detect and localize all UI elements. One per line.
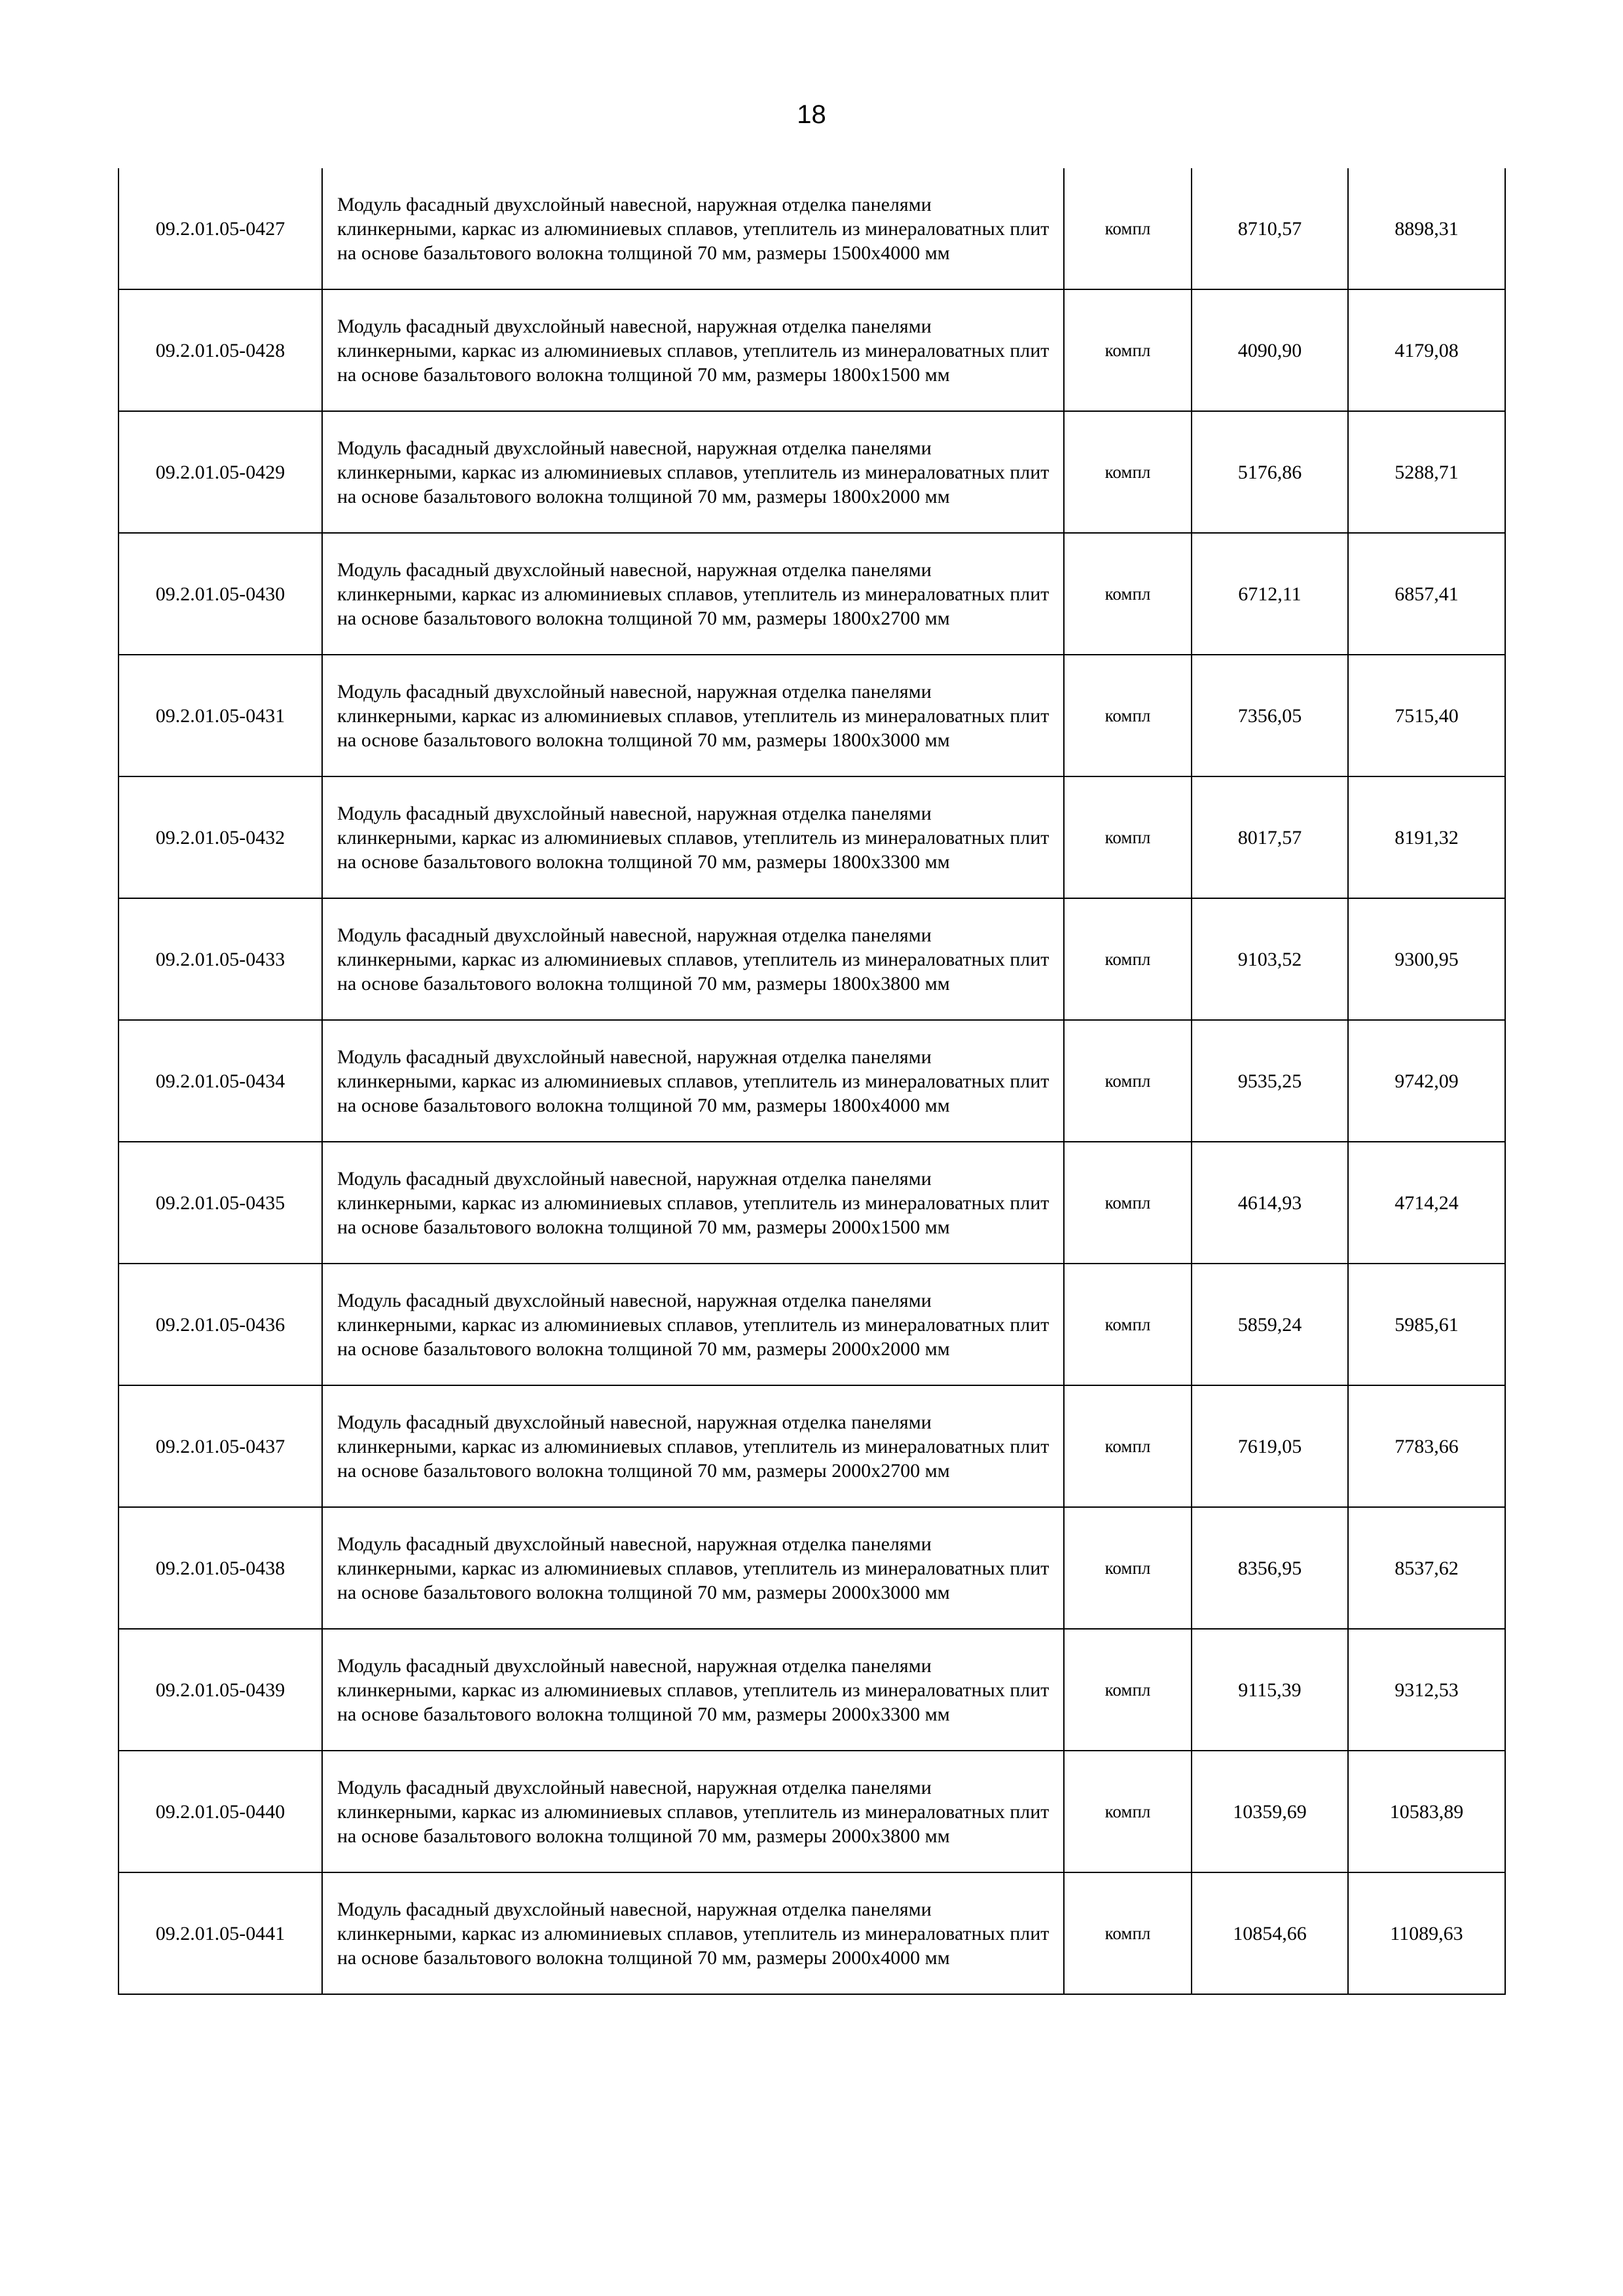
price-cell: 8898,31 (1348, 168, 1505, 289)
table-row (119, 776, 1505, 898)
price-cell: 7619,05 (1192, 1385, 1348, 1507)
price-cell: 8710,57 (1192, 168, 1348, 289)
unit-cell: компл (1064, 1751, 1192, 1872)
price-cell: 6857,41 (1348, 533, 1505, 655)
table-row (119, 1264, 1505, 1385)
price-cell: 5176,86 (1192, 411, 1348, 533)
price-cell: 11089,63 (1348, 1872, 1505, 1994)
item-code-cell: 09.2.01.05-0434 (119, 1020, 322, 1142)
item-code-cell: 09.2.01.05-0428 (119, 289, 322, 411)
unit-cell: компл (1064, 411, 1192, 533)
item-code-cell: 09.2.01.05-0439 (119, 1629, 322, 1751)
price-cell: 9535,25 (1192, 1020, 1348, 1142)
table-row (119, 1507, 1505, 1629)
item-code-cell: 09.2.01.05-0432 (119, 776, 322, 898)
table-row (119, 1751, 1505, 1872)
unit-cell: компл (1064, 1142, 1192, 1264)
item-name-cell: Модуль фасадный двухслойный навесной, наружная отделка панелями клинкерными, каркас из алюминиевых сплавов, утеплитель из минераловатных плит на основе базальтового волокна толщиной 70 мм, размеры 1800x1500 мм (322, 289, 1064, 411)
unit-cell: компл (1064, 1264, 1192, 1385)
item-name-cell: Модуль фасадный двухслойный навесной, наружная отделка панелями клинкерными, каркас из алюминиевых сплавов, утеплитель из минераловатных плит на основе базальтового волокна толщиной 70 мм, размеры 2000x2700 мм (322, 1385, 1064, 1507)
price-cell: 4090,90 (1192, 289, 1348, 411)
price-cell: 5985,61 (1348, 1264, 1505, 1385)
item-code-cell: 09.2.01.05-0429 (119, 411, 322, 533)
item-name-cell: Модуль фасадный двухслойный навесной, наружная отделка панелями клинкерными, каркас из алюминиевых сплавов, утеплитель из минераловатных плит на основе базальтового волокна толщиной 70 мм, размеры 2000x3800 мм (322, 1751, 1064, 1872)
item-code-cell: 09.2.01.05-0440 (119, 1751, 322, 1872)
price-cell: 4614,93 (1192, 1142, 1348, 1264)
item-name-cell: Модуль фасадный двухслойный навесной, наружная отделка панелями клинкерными, каркас из алюминиевых сплавов, утеплитель из минераловатных плит на основе базальтового волокна толщиной 70 мм, размеры 2000x3000 мм (322, 1507, 1064, 1629)
page-number: 18 (797, 100, 826, 129)
unit-cell: компл (1064, 776, 1192, 898)
unit-cell: компл (1064, 289, 1192, 411)
unit-cell: компл (1064, 1385, 1192, 1507)
unit-cell: компл (1064, 168, 1192, 289)
price-cell: 4714,24 (1348, 1142, 1505, 1264)
price-cell: 9103,52 (1192, 898, 1348, 1020)
price-cell: 7515,40 (1348, 655, 1505, 776)
price-cell: 10854,66 (1192, 1872, 1348, 1994)
table-row (119, 1872, 1505, 1994)
table-body (119, 168, 1505, 1994)
price-cell: 7356,05 (1192, 655, 1348, 776)
unit-cell: компл (1064, 898, 1192, 1020)
unit-cell: компл (1064, 1872, 1192, 1994)
price-cell: 6712,11 (1192, 533, 1348, 655)
price-cell: 9312,53 (1348, 1629, 1505, 1751)
item-code-cell: 09.2.01.05-0431 (119, 655, 322, 776)
unit-cell: компл (1064, 655, 1192, 776)
price-cell: 9742,09 (1348, 1020, 1505, 1142)
unit-cell: компл (1064, 1507, 1192, 1629)
item-code-cell: 09.2.01.05-0435 (119, 1142, 322, 1264)
unit-cell: компл (1064, 1020, 1192, 1142)
unit-cell: компл (1064, 533, 1192, 655)
item-name-cell: Модуль фасадный двухслойный навесной, наружная отделка панелями клинкерными, каркас из алюминиевых сплавов, утеплитель из минераловатных плит на основе базальтового волокна толщиной 70 мм, размеры 2000x4000 мм (322, 1872, 1064, 1994)
item-name-cell: Модуль фасадный двухслойный навесной, наружная отделка панелями клинкерными, каркас из алюминиевых сплавов, утеплитель из минераловатных плит на основе базальтового волокна толщиной 70 мм, размеры 1800x3000 мм (322, 655, 1064, 776)
price-cell: 10359,69 (1192, 1751, 1348, 1872)
table-row (119, 1629, 1505, 1751)
item-code-cell: 09.2.01.05-0438 (119, 1507, 322, 1629)
table-row (119, 1385, 1505, 1507)
item-name-cell: Модуль фасадный двухслойный навесной, наружная отделка панелями клинкерными, каркас из алюминиевых сплавов, утеплитель из минераловатных плит на основе базальтового волокна толщиной 70 мм, размеры 1800x3300 мм (322, 776, 1064, 898)
item-code-cell: 09.2.01.05-0430 (119, 533, 322, 655)
table-row (119, 655, 1505, 776)
table-row (119, 1142, 1505, 1264)
price-cell: 8191,32 (1348, 776, 1505, 898)
item-code-cell: 09.2.01.05-0441 (119, 1872, 322, 1994)
item-name-cell: Модуль фасадный двухслойный навесной, наружная отделка панелями клинкерными, каркас из алюминиевых сплавов, утеплитель из минераловатных плит на основе базальтового волокна толщиной 70 мм, размеры 2000x3300 мм (322, 1629, 1064, 1751)
price-cell: 9115,39 (1192, 1629, 1348, 1751)
table-row (119, 289, 1505, 411)
item-name-cell: Модуль фасадный двухслойный навесной, наружная отделка панелями клинкерными, каркас из алюминиевых сплавов, утеплитель из минераловатных плит на основе базальтового волокна толщиной 70 мм, размеры 1500x4000 мм (322, 168, 1064, 289)
price-cell: 10583,89 (1348, 1751, 1505, 1872)
unit-cell: компл (1064, 1629, 1192, 1751)
price-cell: 5288,71 (1348, 411, 1505, 533)
table-row (119, 1020, 1505, 1142)
item-code-cell: 09.2.01.05-0437 (119, 1385, 322, 1507)
item-name-cell: Модуль фасадный двухслойный навесной, наружная отделка панелями клинкерными, каркас из алюминиевых сплавов, утеплитель из минераловатных плит на основе базальтового волокна толщиной 70 мм, размеры 1800x3800 мм (322, 898, 1064, 1020)
price-cell: 7783,66 (1348, 1385, 1505, 1507)
item-name-cell: Модуль фасадный двухслойный навесной, наружная отделка панелями клинкерными, каркас из алюминиевых сплавов, утеплитель из минераловатных плит на основе базальтового волокна толщиной 70 мм, размеры 1800x2000 мм (322, 411, 1064, 533)
item-name-cell: Модуль фасадный двухслойный навесной, наружная отделка панелями клинкерными, каркас из алюминиевых сплавов, утеплитель из минераловатных плит на основе базальтового волокна толщиной 70 мм, размеры 1800x4000 мм (322, 1020, 1064, 1142)
item-code-cell: 09.2.01.05-0436 (119, 1264, 322, 1385)
price-cell: 5859,24 (1192, 1264, 1348, 1385)
price-cell: 8017,57 (1192, 776, 1348, 898)
price-cell: 8356,95 (1192, 1507, 1348, 1629)
table-row (119, 898, 1505, 1020)
table-row (119, 411, 1505, 533)
item-name-cell: Модуль фасадный двухслойный навесной, наружная отделка панелями клинкерными, каркас из алюминиевых сплавов, утеплитель из минераловатных плит на основе базальтового волокна толщиной 70 мм, размеры 2000x2000 мм (322, 1264, 1064, 1385)
price-cell: 4179,08 (1348, 289, 1505, 411)
item-code-cell: 09.2.01.05-0427 (119, 168, 322, 289)
price-table (118, 168, 1506, 1995)
table-row (119, 533, 1505, 655)
item-code-cell: 09.2.01.05-0433 (119, 898, 322, 1020)
item-name-cell: Модуль фасадный двухслойный навесной, наружная отделка панелями клинкерными, каркас из алюминиевых сплавов, утеплитель из минераловатных плит на основе базальтового волокна толщиной 70 мм, размеры 2000x1500 мм (322, 1142, 1064, 1264)
item-name-cell: Модуль фасадный двухслойный навесной, наружная отделка панелями клинкерными, каркас из алюминиевых сплавов, утеплитель из минераловатных плит на основе базальтового волокна толщиной 70 мм, размеры 1800x2700 мм (322, 533, 1064, 655)
price-cell: 9300,95 (1348, 898, 1505, 1020)
table-row (119, 168, 1505, 289)
price-cell: 8537,62 (1348, 1507, 1505, 1629)
